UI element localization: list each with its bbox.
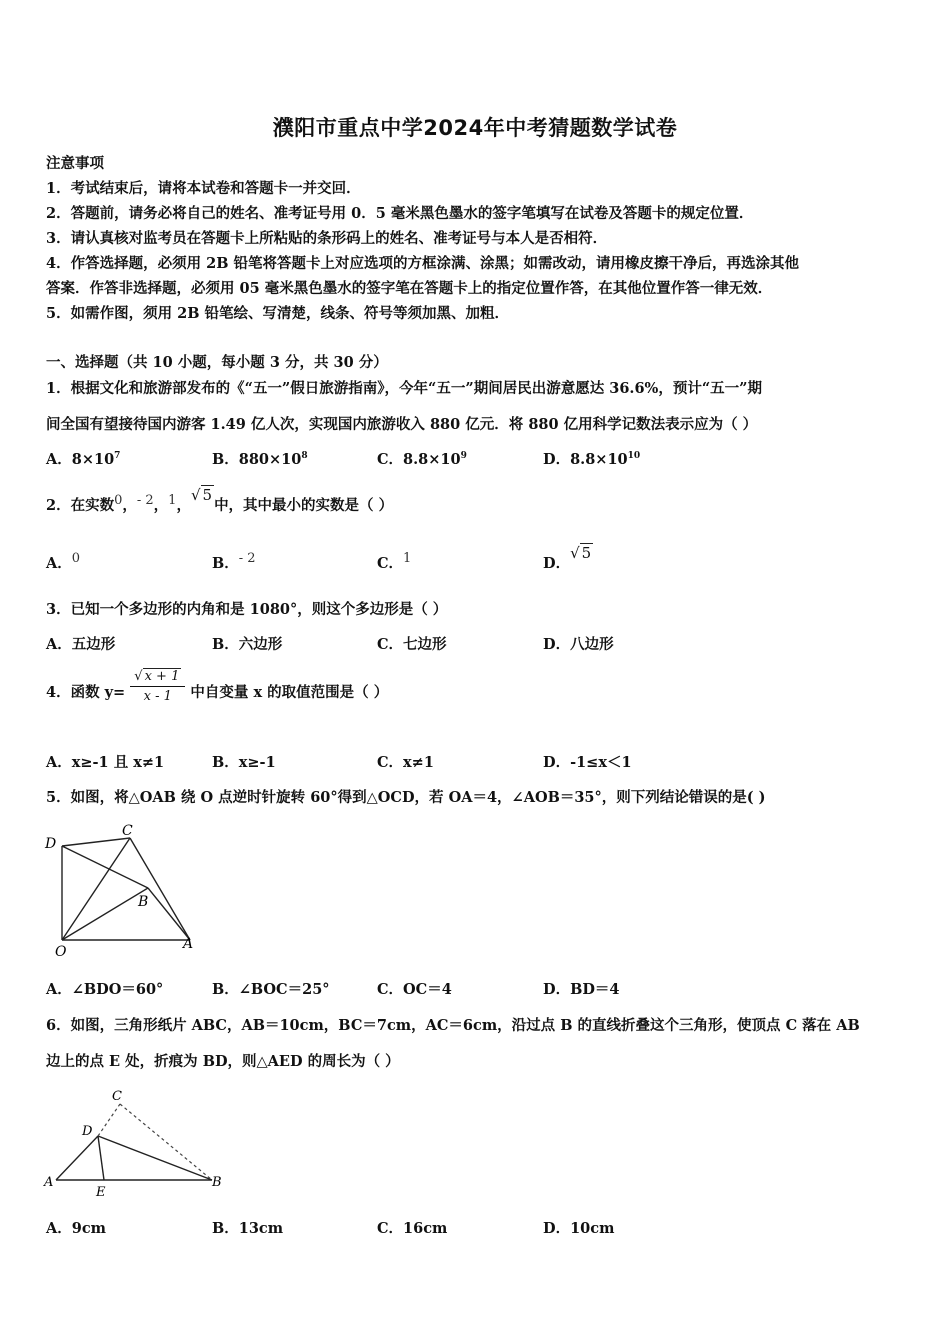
q2-option-d: D．√ 5 — [543, 544, 592, 572]
q5-stem: 5．如图，将△OAB 绕 O 点逆时针旋转 60°得到△OCD，若 OA＝4，∠AOB＝35°，则下列结论错误的是( ) — [46, 789, 766, 806]
q6-figure — [40, 1086, 225, 1198]
q6-label-e: E — [96, 1185, 106, 1198]
q1-option-b: B．$880\times 10^8$ — [212, 451, 308, 468]
q5-label-o: O — [55, 944, 67, 958]
q4-option-d: D．-1≤x＜1 — [543, 754, 632, 771]
q6-option-d: D．10cm — [543, 1220, 615, 1237]
q1-line2: 间全国有望接待国内游客 1.49 亿人次，实现国内旅游收入 880 亿元．将 880 亿用科学记数法表示应为（ ） — [46, 416, 758, 433]
notice-item-4-cont: 答案．作答非选择题，必须用 05 毫米黑色墨水的签字笔在答题卡上的指定位置作答，在其他位置作答一律无效． — [46, 280, 773, 297]
section-heading: 一、选择题（共 10 小题，每小题 3 分，共 30 分） — [46, 354, 388, 371]
q1-option-a: A．$8\times 10^7$ — [46, 451, 121, 468]
q2-option-c: C．1 — [377, 551, 412, 572]
q6-option-c: C．16cm — [377, 1220, 448, 1237]
notice-item-4: 4．作答选择题，必须用 2B 铅笔将答题卡上对应选项的方框涂满、涂黑；如需改动，请用橡皮擦干净后，再选涂其他 — [46, 255, 800, 272]
q6-label-d: D — [82, 1124, 93, 1139]
q2-stem: 2．在实数0，- 2，1，√ 5中，其中最小的实数是（ ） — [46, 486, 394, 514]
q6-option-b: B．13cm — [212, 1220, 284, 1237]
notice-item-2: 2．答题前，请务必将自己的姓名、准考证号用 0．5 毫米黑色墨水的签字笔填写在试卷及答题卡的规定位置． — [46, 205, 754, 222]
q6-line1: 6．如图，三角形纸片 ABC，AB＝10cm，BC＝7cm，AC＝6cm，沿过点 B 的直线折叠这个三角形，使顶点 C 落在 AB — [46, 1017, 860, 1034]
q5-label-c: C — [122, 823, 133, 839]
q4-option-b: B．x≥-1 — [212, 754, 276, 771]
q6-label-a: A — [44, 1175, 54, 1190]
notice-item-1: 1．考试结束后，请将本试卷和答题卡一并交回． — [46, 180, 361, 197]
q5-figure — [40, 822, 200, 958]
q6-label-c: C — [112, 1089, 122, 1104]
q5-option-a: A．∠BDO＝60° — [46, 981, 164, 998]
q4-option-c: C．x≠1 — [377, 754, 434, 771]
q2-option-b: B．- 2 — [212, 551, 256, 572]
q5-label-a: A — [183, 936, 194, 952]
notice-heading: 注意事项 — [46, 155, 104, 172]
q3-option-b: B．六边形 — [212, 636, 283, 653]
q2-option-a: A．0 — [46, 551, 81, 572]
q3-option-d: D．八边形 — [543, 636, 614, 653]
q4-fraction: $\frac{√ x + 1}{x - 1}$ — [130, 669, 185, 704]
q1-option-c: C．$8.8\times 10^9$ — [377, 451, 467, 468]
q3-option-c: C．七边形 — [377, 636, 447, 653]
q6-label-b: B — [212, 1175, 222, 1190]
page-title: 濮阳市重点中学2024年中考猜题数学试卷 — [272, 116, 678, 140]
notice-item-5: 5．如需作图，须用 2B 铅笔绘、写清楚，线条、符号等须加黑、加粗． — [46, 305, 510, 322]
q5-label-d: D — [45, 836, 57, 852]
q5-option-b: B．∠BOC＝25° — [212, 981, 330, 998]
q1-line1: 1．根据文化和旅游部发布的《“五一”假日旅游指南》，今年“五一”期间居民出游意愿达 36.6%，预计“五一”期 — [46, 380, 763, 397]
q3-option-a: A．五边形 — [46, 636, 116, 653]
q4-option-a: A．x≥-1 且 x≠1 — [46, 754, 165, 771]
q5-option-d: D．BD＝4 — [543, 981, 620, 998]
q3-stem: 3．已知一个多边形的内角和是 1080°，则这个多边形是（ ） — [46, 601, 448, 618]
q1-option-d: D．$8.8\times 10^{10}$ — [543, 451, 641, 468]
q6-line2: 边上的点 E 处，折痕为 BD，则△AED 的周长为（ ） — [46, 1053, 400, 1070]
q5-option-c: C．OC＝4 — [377, 981, 452, 998]
q4-stem: 4．函数 y= $\frac{√ x + 1}{x - 1}$ 中自变量 x 的取值范围是（ ） — [46, 669, 389, 704]
notice-item-3: 3．请认真核对监考员在答题卡上所粘贴的条形码上的姓名、准考证号与本人是否相符． — [46, 230, 608, 247]
q5-label-b: B — [138, 894, 149, 910]
q6-option-a: A．9cm — [46, 1220, 107, 1237]
